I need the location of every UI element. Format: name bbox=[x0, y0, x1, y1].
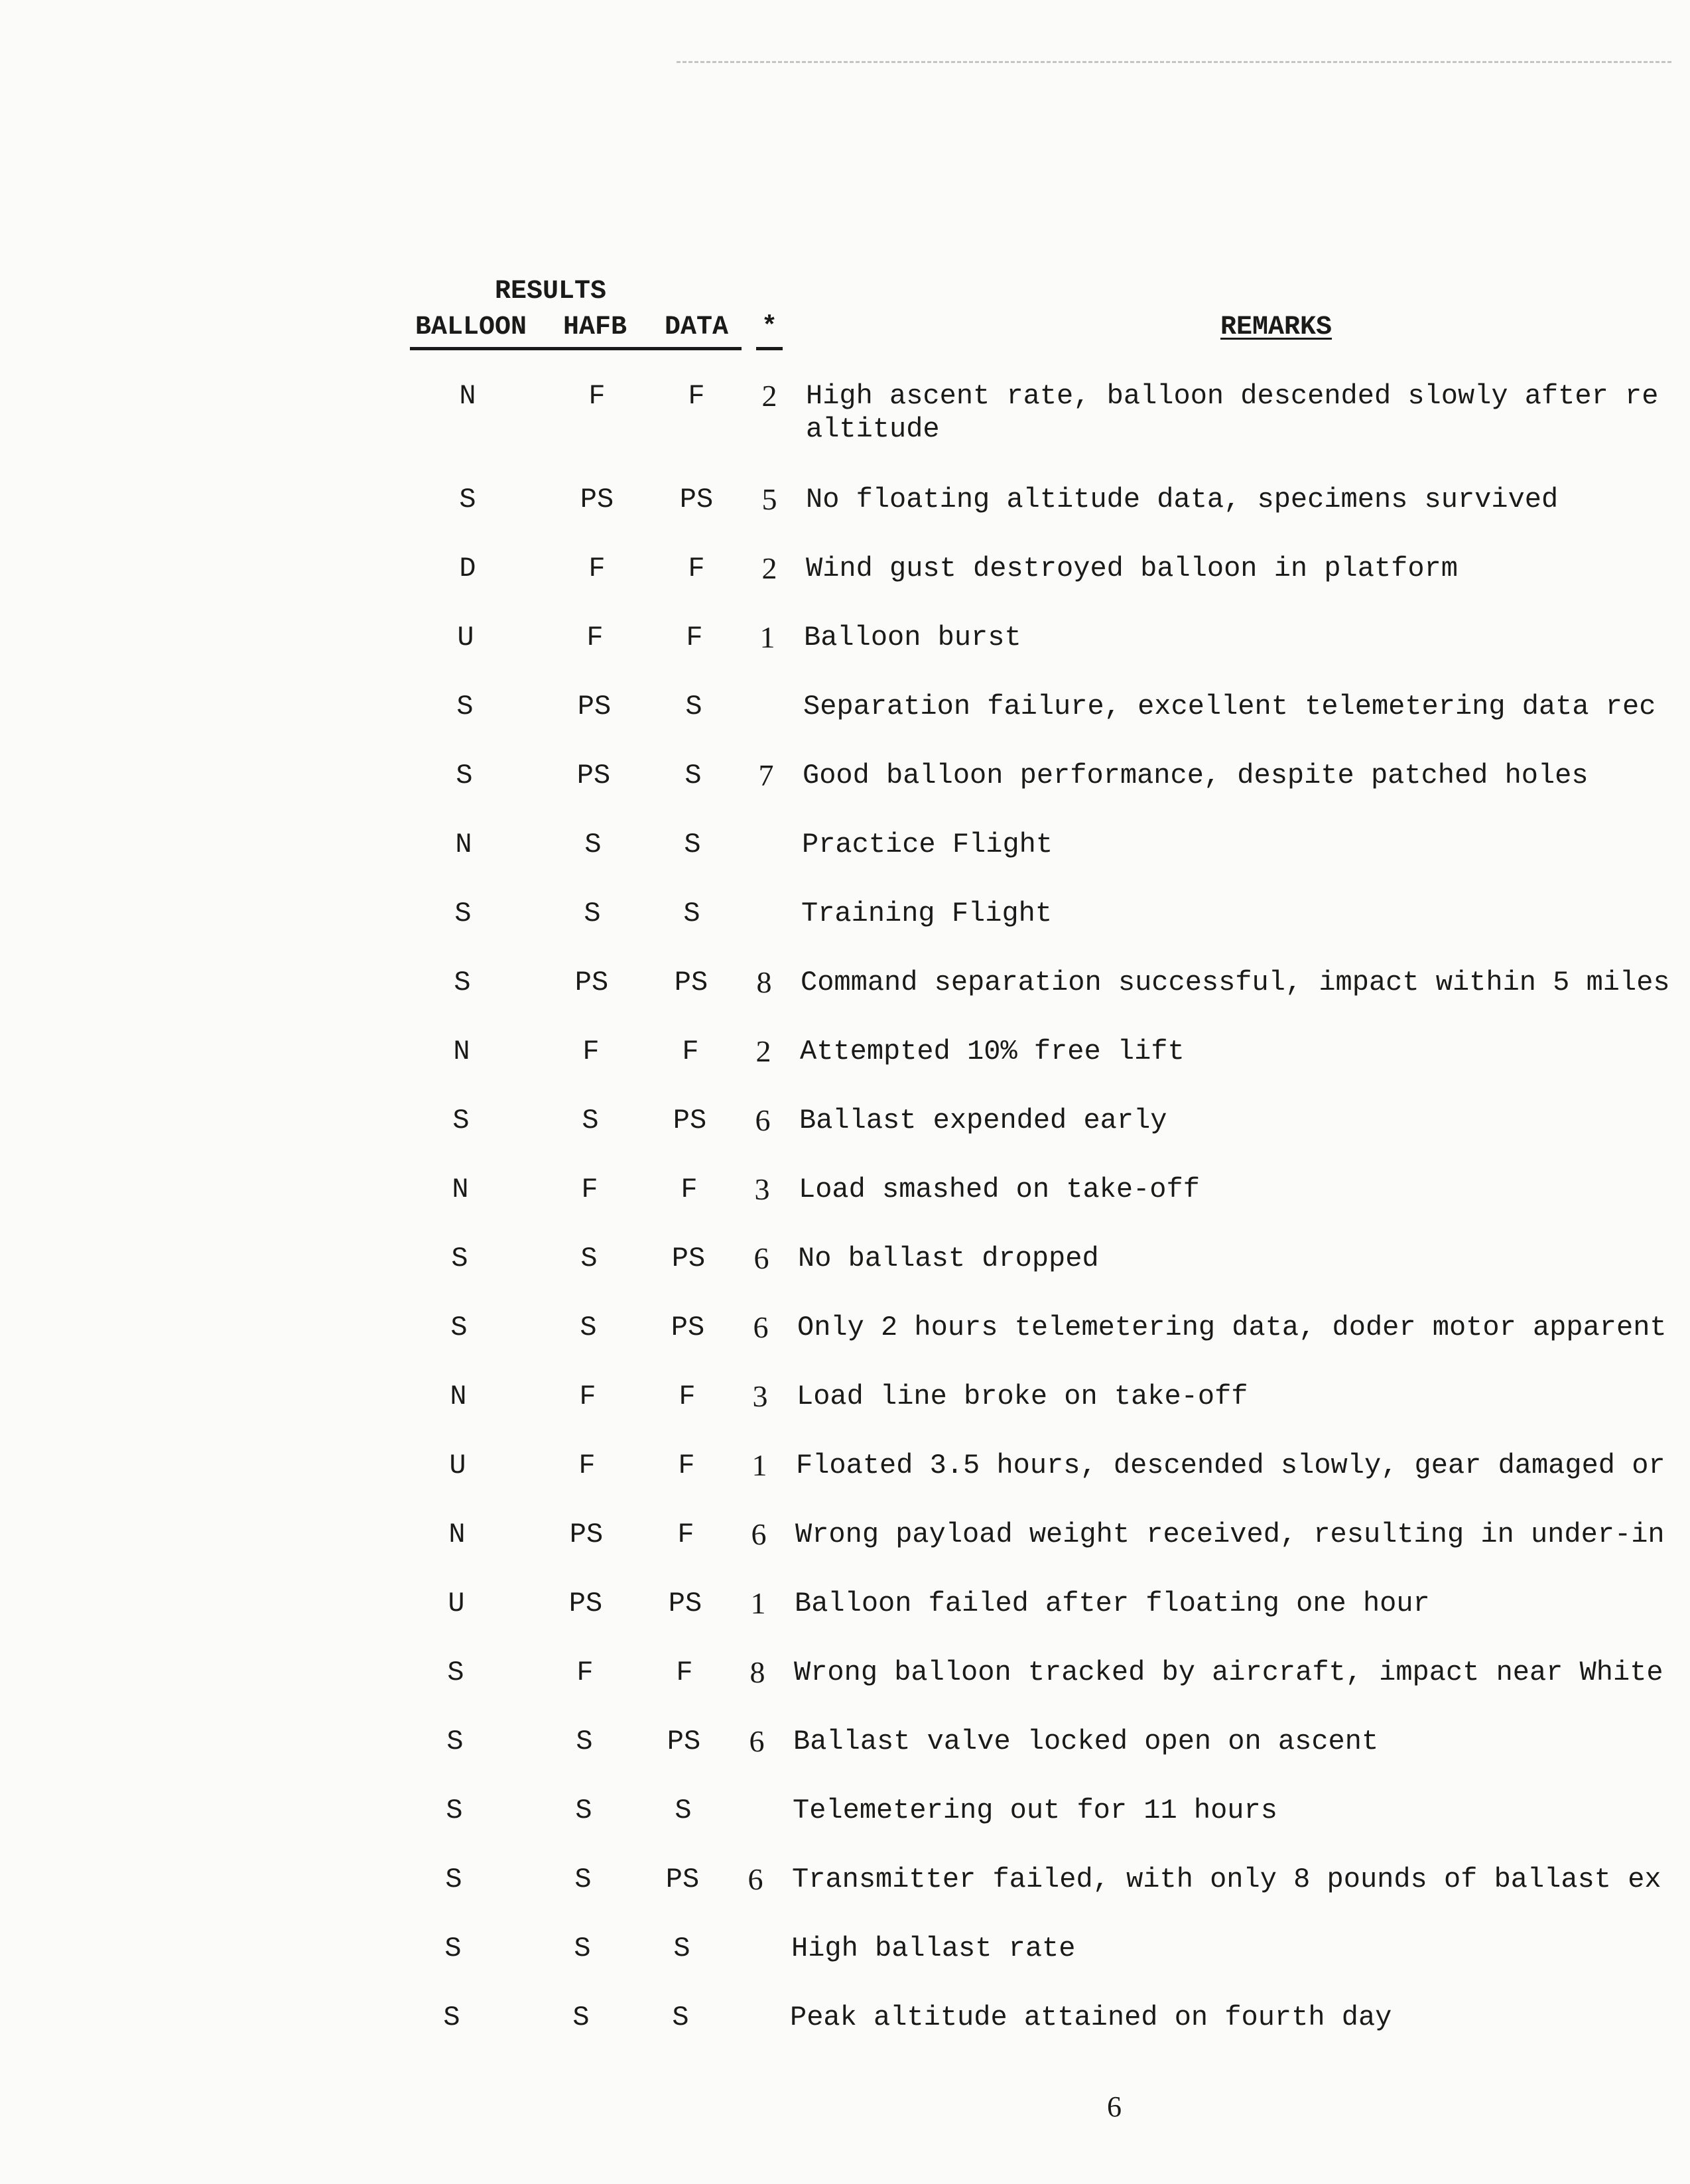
hafb-result: PS bbox=[568, 1588, 603, 1619]
remark-line: No floating altitude data, specimens survived bbox=[806, 484, 1559, 515]
data-result: F bbox=[681, 1174, 698, 1205]
remark-line: Separation failure, excellent telemetering data rec bbox=[803, 691, 1656, 722]
remark bbox=[801, 897, 1685, 930]
table-row bbox=[0, 1035, 1684, 1101]
remark-line: Ballast expended early bbox=[799, 1105, 1167, 1136]
remark-line: Wind gust destroyed balloon in platform bbox=[806, 553, 1458, 584]
data-result: PS bbox=[674, 967, 708, 998]
table-row bbox=[0, 1863, 1676, 1929]
hafb-result: F bbox=[581, 1174, 598, 1205]
data-result: S bbox=[675, 1795, 692, 1826]
remark-line: High ballast rate bbox=[791, 1933, 1076, 1964]
remark bbox=[804, 621, 1688, 654]
balloon-result: D bbox=[459, 553, 476, 584]
balloon-result: S bbox=[445, 1864, 462, 1895]
table-row bbox=[0, 1518, 1679, 1584]
balloon-result: S bbox=[447, 1657, 464, 1688]
star-code: 5 bbox=[761, 482, 777, 516]
table-row bbox=[0, 621, 1688, 687]
data-result: S bbox=[673, 1933, 690, 1964]
remark bbox=[791, 1932, 1675, 1965]
remark-line: Telemetering out for 11 hours bbox=[793, 1795, 1277, 1826]
data-result: F bbox=[688, 553, 705, 584]
balloon-result: S bbox=[446, 1726, 464, 1757]
remark bbox=[796, 1449, 1680, 1482]
star-code: 8 bbox=[749, 1655, 765, 1689]
column-header-data: DATA bbox=[664, 312, 728, 342]
remark bbox=[799, 1104, 1683, 1137]
remark bbox=[806, 483, 1690, 516]
hafb-result: PS bbox=[569, 1519, 604, 1550]
data-result: F bbox=[682, 1036, 699, 1067]
table-row bbox=[0, 1449, 1680, 1515]
remark bbox=[803, 759, 1687, 792]
remark-line: Attempted 10% free lift bbox=[800, 1036, 1185, 1067]
star-code: 7 bbox=[758, 758, 774, 792]
remark-line: Balloon failed after floating one hour bbox=[795, 1588, 1430, 1619]
star-code: 3 bbox=[754, 1172, 770, 1206]
data-result: PS bbox=[671, 1243, 706, 1274]
star-code: 2 bbox=[761, 551, 777, 585]
data-result: F bbox=[688, 380, 705, 412]
data-result: PS bbox=[673, 1105, 707, 1136]
data-result: PS bbox=[671, 1312, 705, 1343]
hafb-result: S bbox=[580, 1312, 597, 1343]
hafb-result: PS bbox=[577, 691, 612, 722]
hafb-result: S bbox=[584, 898, 601, 929]
data-result: F bbox=[676, 1657, 693, 1688]
balloon-result: N bbox=[448, 1519, 466, 1550]
remark bbox=[798, 1242, 1682, 1275]
hafb-result: S bbox=[572, 2002, 590, 2033]
hafb-result: F bbox=[578, 1450, 596, 1481]
star-code: 3 bbox=[752, 1379, 768, 1413]
star-code: 1 bbox=[750, 1586, 766, 1620]
scan-artifact-line bbox=[677, 61, 1671, 63]
star-code: 6 bbox=[751, 1517, 767, 1551]
remark-line-continued: altitude bbox=[806, 413, 940, 445]
balloon-result: U bbox=[448, 1588, 465, 1619]
remark bbox=[793, 1794, 1677, 1827]
table-row bbox=[0, 897, 1685, 963]
table-row bbox=[0, 1794, 1677, 1860]
page-number: 6 bbox=[1107, 2090, 1122, 2123]
remark-line: Wrong payload weight received, resulting in under-in bbox=[795, 1519, 1665, 1550]
balloon-result: U bbox=[457, 622, 474, 653]
table-row bbox=[0, 2001, 1674, 2067]
header-underline-star bbox=[756, 347, 783, 350]
remark-line: Load smashed on take-off bbox=[799, 1174, 1200, 1205]
data-result: PS bbox=[668, 1588, 702, 1619]
balloon-result: S bbox=[459, 484, 476, 515]
column-header-remarks: REMARKS bbox=[1220, 312, 1332, 342]
balloon-result: S bbox=[446, 1795, 463, 1826]
star-code: 6 bbox=[749, 1724, 765, 1758]
remark bbox=[790, 2001, 1674, 2034]
remark-line: Wrong balloon tracked by aircraft, impact near White bbox=[794, 1657, 1663, 1688]
balloon-result: S bbox=[456, 691, 474, 722]
balloon-result: N bbox=[455, 829, 472, 860]
hafb-result: S bbox=[584, 829, 602, 860]
data-result: PS bbox=[679, 484, 714, 515]
balloon-result: N bbox=[453, 1036, 470, 1067]
remark-line: Only 2 hours telemetering data, doder motor apparent bbox=[797, 1312, 1667, 1343]
hafb-result: F bbox=[588, 380, 606, 412]
hafb-result: PS bbox=[580, 484, 614, 515]
table-row bbox=[0, 1932, 1675, 1998]
table-row bbox=[0, 759, 1687, 825]
results-group-label: RESULTS bbox=[495, 277, 607, 307]
remark-line: Balloon burst bbox=[804, 622, 1021, 653]
star-code: 2 bbox=[755, 1034, 771, 1068]
star-code: 1 bbox=[759, 620, 775, 654]
table-row bbox=[0, 1587, 1679, 1653]
column-header-hafb: HAFB bbox=[562, 312, 627, 342]
balloon-result: S bbox=[452, 1105, 470, 1136]
data-result: S bbox=[684, 829, 701, 860]
table-row bbox=[0, 1242, 1682, 1308]
data-result: F bbox=[679, 1381, 696, 1412]
table-row bbox=[0, 1380, 1681, 1446]
remark-line: No ballast dropped bbox=[798, 1243, 1099, 1274]
column-header-balloon: BALLOON bbox=[415, 312, 527, 342]
hafb-result: PS bbox=[574, 967, 609, 998]
table-row bbox=[0, 690, 1687, 756]
hafb-result: S bbox=[575, 1795, 592, 1826]
remark bbox=[801, 966, 1685, 999]
hafb-result: F bbox=[582, 1036, 600, 1067]
remark-line: Good balloon performance, despite patched holes bbox=[803, 760, 1589, 791]
table-row bbox=[0, 1104, 1683, 1170]
balloon-result: N bbox=[459, 380, 476, 412]
remark bbox=[793, 1725, 1677, 1758]
remark bbox=[802, 828, 1686, 861]
star-code: 6 bbox=[755, 1103, 771, 1137]
star-code: 6 bbox=[748, 1862, 763, 1896]
remark-line: Peak altitude attained on fourth day bbox=[790, 2002, 1392, 2033]
column-header-star: * bbox=[761, 312, 777, 342]
remark-line: Floated 3.5 hours, descended slowly, gear damaged or bbox=[796, 1450, 1665, 1481]
remark-line: High ascent rate, balloon descended slowly after re bbox=[806, 380, 1659, 412]
data-result: F bbox=[677, 1519, 694, 1550]
hafb-result: S bbox=[574, 1864, 592, 1895]
star-code: 2 bbox=[761, 379, 777, 413]
hafb-result: S bbox=[582, 1105, 599, 1136]
remark-line: Transmitter failed, with only 8 pounds of ballast ex bbox=[792, 1864, 1661, 1895]
table-row bbox=[0, 1311, 1681, 1377]
hafb-result: S bbox=[574, 1933, 591, 1964]
remark-line: Training Flight bbox=[801, 898, 1053, 929]
hafb-result: PS bbox=[576, 760, 611, 791]
remark bbox=[800, 1035, 1684, 1068]
data-result: F bbox=[686, 622, 703, 653]
remark-line: Practice Flight bbox=[802, 829, 1053, 860]
remark bbox=[806, 552, 1690, 585]
remark bbox=[803, 690, 1687, 723]
balloon-result: S bbox=[451, 1243, 468, 1274]
balloon-result: S bbox=[454, 898, 472, 929]
balloon-result: S bbox=[450, 1312, 468, 1343]
data-result: S bbox=[683, 898, 700, 929]
hafb-result: F bbox=[586, 622, 604, 653]
remark bbox=[799, 1173, 1683, 1206]
remark bbox=[792, 1863, 1676, 1896]
star-code: 8 bbox=[756, 965, 772, 999]
table-row bbox=[0, 1173, 1683, 1239]
header-underline-results bbox=[410, 347, 742, 350]
data-result: S bbox=[684, 760, 702, 791]
hafb-result: S bbox=[580, 1243, 598, 1274]
remark bbox=[795, 1587, 1679, 1620]
table-row bbox=[0, 379, 1690, 446]
table-row bbox=[0, 828, 1686, 894]
table-row bbox=[0, 483, 1690, 549]
remark bbox=[795, 1518, 1679, 1551]
star-code: 6 bbox=[753, 1241, 769, 1275]
remark-line: Command separation successful, impact within 5 miles bbox=[801, 967, 1670, 998]
table-row bbox=[0, 1725, 1677, 1791]
remark-line: Ballast valve locked open on ascent bbox=[793, 1726, 1379, 1757]
remark bbox=[794, 1656, 1678, 1689]
data-result: PS bbox=[665, 1864, 700, 1895]
balloon-result: U bbox=[449, 1450, 466, 1481]
hafb-result: S bbox=[576, 1726, 593, 1757]
data-result: F bbox=[678, 1450, 695, 1481]
data-result: S bbox=[685, 691, 702, 722]
balloon-result: N bbox=[452, 1174, 469, 1205]
data-result: S bbox=[672, 2002, 689, 2033]
hafb-result: F bbox=[576, 1657, 594, 1688]
hafb-result: F bbox=[588, 553, 606, 584]
balloon-result: S bbox=[444, 1933, 462, 1964]
remark bbox=[797, 1311, 1681, 1344]
star-code: 1 bbox=[751, 1448, 767, 1482]
remark-line: Load line broke on take-off bbox=[797, 1381, 1248, 1412]
table-row bbox=[0, 966, 1685, 1032]
balloon-result: S bbox=[454, 967, 471, 998]
balloon-result: N bbox=[450, 1381, 467, 1412]
table-row bbox=[0, 1656, 1678, 1722]
table-row bbox=[0, 552, 1690, 618]
star-code: 6 bbox=[753, 1310, 769, 1344]
hafb-result: F bbox=[579, 1381, 596, 1412]
remark bbox=[806, 379, 1690, 446]
balloon-result: S bbox=[456, 760, 473, 791]
remark bbox=[797, 1380, 1681, 1413]
data-result: PS bbox=[667, 1726, 701, 1757]
balloon-result: S bbox=[443, 2002, 460, 2033]
